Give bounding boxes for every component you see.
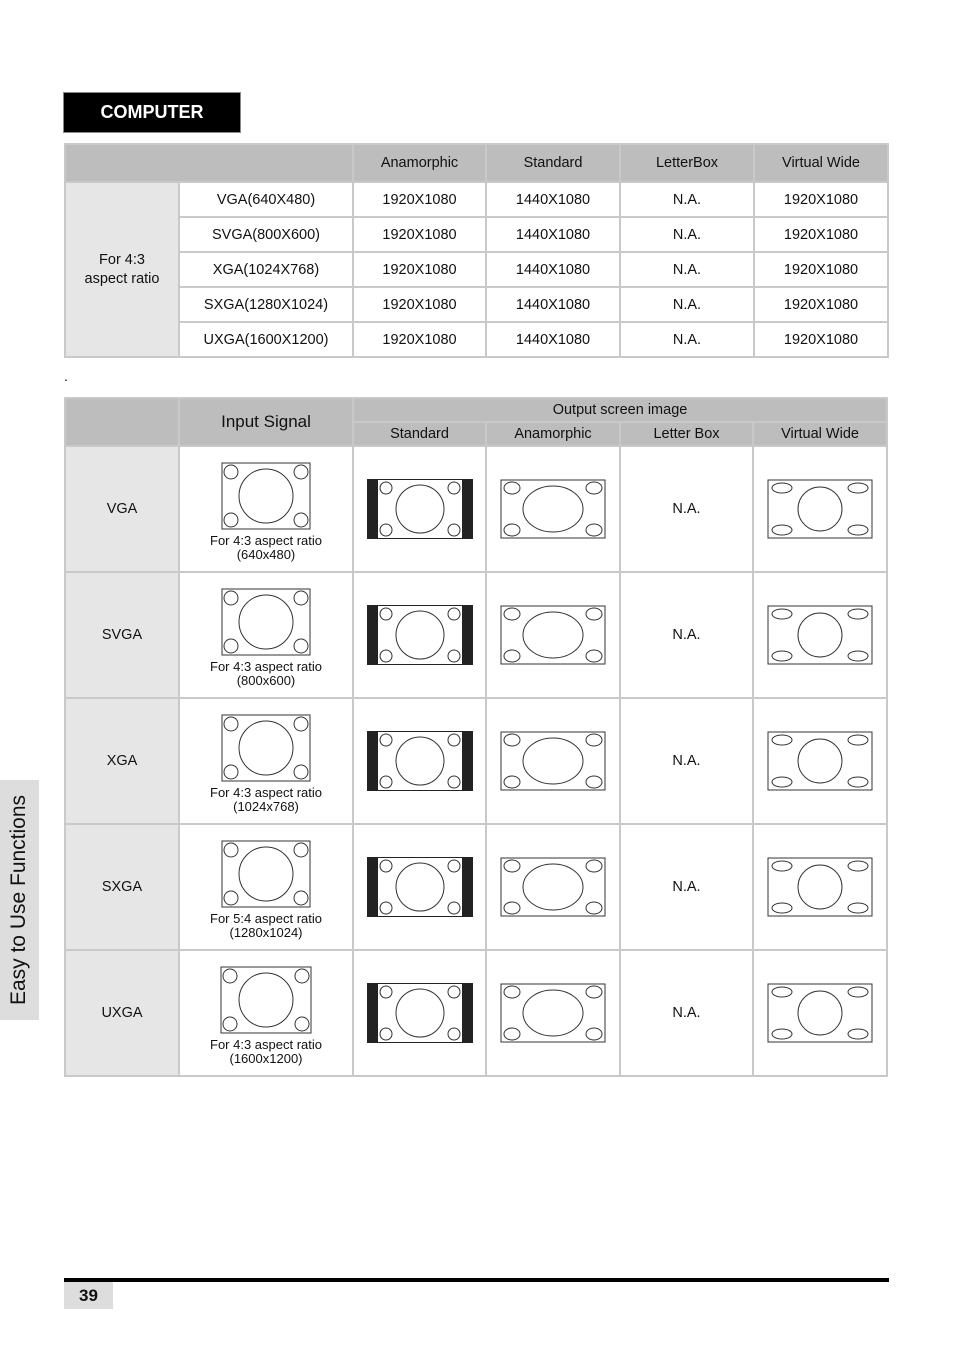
virtual-wide-output-icon [767,857,873,917]
input-caption-aspect: For 4:3 aspect ratio [210,1037,322,1052]
input-screen-icon [221,588,311,656]
signal-cell: VGA(640X480) [179,182,353,217]
input-caption-resolution: (1600x1200) [229,1051,303,1066]
input-screen-icon [221,840,311,908]
anamorphic-cell: 1920X1080 [353,252,486,287]
table-row [65,698,887,824]
virtual-wide-image-cell [753,446,887,572]
standard-image-cell [353,572,486,698]
letterbox-cell: N.A. [620,572,753,698]
output-screen-header: Output screen image [353,398,887,422]
input-caption-aspect: For 4:3 aspect ratio [210,659,322,674]
screen-image-table [64,397,888,1077]
anamorphic-cell: 1920X1080 [353,322,486,357]
separator-dot: . [64,368,68,384]
virtual-wide-output-icon [767,479,873,539]
standard-cell: 1440X1080 [486,322,620,357]
input-image-cell [179,446,353,572]
letterbox-cell: N.A. [620,287,754,322]
virtual-wide-cell: 1920X1080 [754,322,888,357]
table-row [65,950,887,1076]
footer-rule [64,1278,889,1282]
input-screen-icon [221,462,311,530]
standard-cell: 1440X1080 [486,287,620,322]
letterbox-cell: N.A. [620,446,753,572]
header-letterbox: LetterBox [620,144,754,182]
anamorphic-output-icon [500,857,606,917]
standard-image-cell [353,824,486,950]
blank-header-cell [65,398,179,446]
signal-name-cell: VGA [65,446,179,572]
virtual-wide-cell: 1920X1080 [754,217,888,252]
standard-cell: 1440X1080 [486,182,620,217]
input-caption-resolution: (1024x768) [233,799,299,814]
anamorphic-image-cell [486,824,620,950]
standard-output-icon [367,857,473,917]
input-image-cell [179,698,353,824]
letterbox-cell: N.A. [620,217,754,252]
input-caption-aspect: For 4:3 aspect ratio [210,533,322,548]
signal-name-cell: UXGA [65,950,179,1076]
letterbox-cell: N.A. [620,824,753,950]
virtual-wide-cell: 1920X1080 [754,252,888,287]
anamorphic-image-cell [486,446,620,572]
signal-name-cell: XGA [65,698,179,824]
standard-cell: 1440X1080 [486,252,620,287]
anamorphic-cell: 1920X1080 [353,287,486,322]
subheader-virtual-wide: Virtual Wide [753,422,887,446]
subheader-anamorphic: Anamorphic [486,422,620,446]
virtual-wide-output-icon [767,983,873,1043]
input-caption-resolution: (640x480) [236,547,296,562]
header-anamorphic: Anamorphic [353,144,486,182]
standard-output-icon [367,983,473,1043]
signal-cell: SXGA(1280X1024) [179,287,353,322]
subheader-letter-box: Letter Box [620,422,753,446]
virtual-wide-cell: 1920X1080 [754,287,888,322]
standard-image-cell [353,950,486,1076]
letterbox-cell: N.A. [620,252,754,287]
letterbox-cell: N.A. [620,182,754,217]
input-image-cell [179,572,353,698]
input-signal-header: Input Signal [179,398,353,446]
anamorphic-image-cell [486,572,620,698]
input-image-cell [179,824,353,950]
side-tab-label: Easy to Use Functions [7,794,30,1006]
table-row [65,572,887,698]
anamorphic-cell: 1920X1080 [353,182,486,217]
group-label: For 4:3 aspect ratio [65,182,179,357]
blank-header-cell [65,144,353,182]
virtual-wide-output-icon [767,731,873,791]
signal-cell: XGA(1024X768) [179,252,353,287]
input-caption-resolution: (1280x1024) [229,925,303,940]
signal-name-cell: SXGA [65,824,179,950]
standard-output-icon [367,605,473,665]
page-number: 39 [64,1282,113,1309]
signal-name-cell: SVGA [65,572,179,698]
signal-cell: SVGA(800X600) [179,217,353,252]
standard-output-icon [367,479,473,539]
standard-image-cell [353,446,486,572]
table-row [65,446,887,572]
anamorphic-output-icon [500,605,606,665]
table-row [65,824,887,950]
standard-image-cell [353,698,486,824]
standard-cell: 1440X1080 [486,217,620,252]
input-screen-icon [220,966,312,1034]
input-caption-aspect: For 5:4 aspect ratio [210,911,322,926]
header-virtual-wide: Virtual Wide [754,144,888,182]
input-caption-resolution: (800x600) [236,673,296,688]
virtual-wide-image-cell [753,572,887,698]
virtual-wide-image-cell [753,824,887,950]
virtual-wide-image-cell [753,698,887,824]
input-image-cell [179,950,353,1076]
header-standard: Standard [486,144,620,182]
anamorphic-output-icon [500,479,606,539]
anamorphic-output-icon [500,983,606,1043]
input-caption-aspect: For 4:3 aspect ratio [210,785,322,800]
letterbox-cell: N.A. [620,950,753,1076]
resolution-table [64,143,889,358]
anamorphic-output-icon [500,731,606,791]
anamorphic-image-cell [486,950,620,1076]
virtual-wide-cell: 1920X1080 [754,182,888,217]
section-title: COMPUTER [64,93,240,132]
signal-cell: UXGA(1600X1200) [179,322,353,357]
virtual-wide-image-cell [753,950,887,1076]
standard-output-icon [367,731,473,791]
subheader-standard: Standard [353,422,486,446]
virtual-wide-output-icon [767,605,873,665]
anamorphic-image-cell [486,698,620,824]
input-screen-icon [221,714,311,782]
anamorphic-cell: 1920X1080 [353,217,486,252]
letterbox-cell: N.A. [620,698,753,824]
letterbox-cell: N.A. [620,322,754,357]
